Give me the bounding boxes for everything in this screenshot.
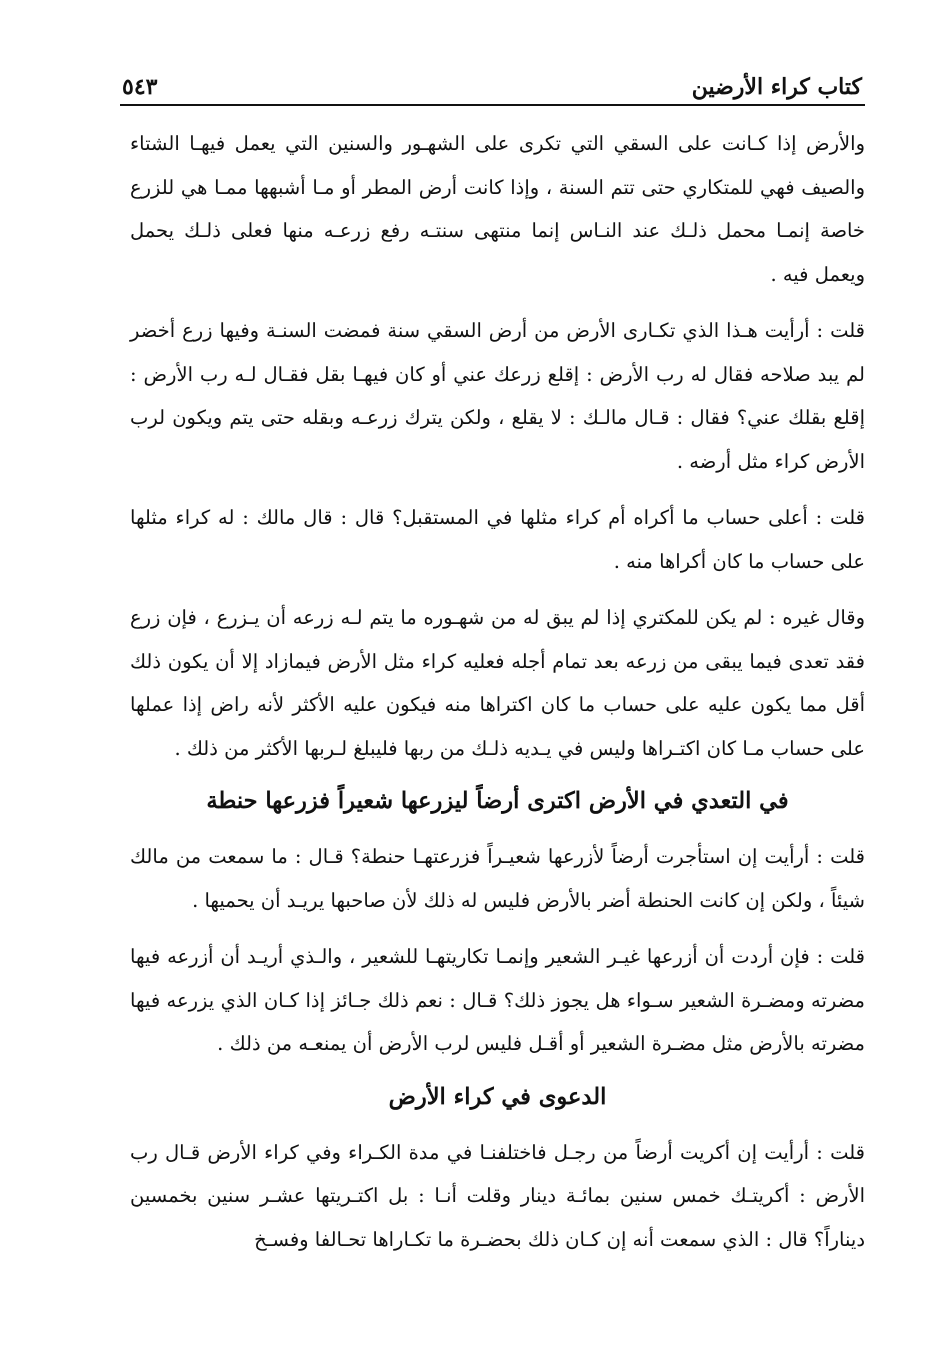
paragraph: والأرض إذا كـانت على السقي التي تكرى على الشهـور والسنين التي يعمل فيهـا الشتاء والصيف فهي للمتكاري حتى تتم السنة ، وإذا كانت أرض المطر أو مـا أشبهها ممـا هي للزرع خاصة إنمـا محمل ذلـك عند النـاس إنما منتهى سنتـه رفع زرعـه منها فعلى ذلـك يحمل ويعمل فيه . [130,132,865,286]
page-number: ٥٤٣ [122,74,158,100]
paragraph: وقال غيره : لم يكن للمكتري إذا لم يبق له من شهـوره ما يتم لـه زرعه أن يـزرع ، فإن زرع فقد تعدى فيما يبقى من زرعه بعد تمام أجله فعليه كراء مثل الأرض فيمازاد إلا أن يكون ذلك أقل مما يكون عليه على حساب ما كان اكتراها منه فيكون عليه الأكثر لأنه راض إذا عملها على حساب مـا كان اكتـراها وليس في يـديه ذلـك من ربها فليبلغ لـربها الأكثر من ذلك . [130,606,865,760]
paragraph: قلت : أعلى حساب ما أكراه أم كراء مثلها في المستقبل؟ قال : قال مالك : له كراء مثلها على حساب ما كان أكراها منه . [130,506,865,573]
book-title: كتاب كراء الأرضين [691,74,862,100]
section-heading: الدعوى في كراء الأرض [388,1083,607,1110]
running-header [122,62,862,100]
paragraph: قلت : أرأيت إن استأجرت أرضاً لأزرعها شعيـراً فزرعتهـا حنطة؟ قـال : ما سمعت من مالك شيئاً ، ولكن إن كانت الحنطة أضر بالأرض فليس له ذلك لأن صاحبها يريـد أن يحميها . [130,845,865,912]
section-heading: في التعدي في الأرض اكترى أرضاً ليزرعها شعيراً فزرعها حنطة [206,788,789,814]
paragraph: قلت : أرأيت هـذا الذي تكـارى الأرض من أرض السقي سنة فمضت السنـة وفيها زرع أخضر لم يبد صلاحه فقال له رب الأرض : إقلع زرعك عني أو كان فيهـا بقل فقـال لـه رب الأرض : إقلع بقلك عني؟ فقال : قـال مالـك : لا يقلع ، ولكن يترك زرعـه وبقله حتى يتم ويكون لرب الأرض كراء مثل أرضه . [130,319,865,473]
paragraph: قلت : أرأيت إن أكريت أرضاً من رجـل فاختلفنـا في مدة الكـراء وفي كراء الأرض قـال رب الأرض : أكريتـك خمس سنين بمائـة دينار وقلت أنـا : بل اكتـريتها عشـر سنين بخمسين ديناراً؟ قال : الذي سمعت أنه إن كـان ذلك بحضـرة ما تكـاراها تحـالفا وفسـخ [130,1140,865,1251]
header-rule [120,104,865,106]
paragraph: قلت : فإن أردت أن أزرعها غيـر الشعير وإنمـا تكاريتهـا للشعير ، والـذي أريـد أن أزرعه فيها مضرته ومضـرة الشعير سـواء هل يجوز ذلك؟ قـال : نعم ذلك جـائز إذا كـان الذي يزرعه فيها مضرته بالأرض مثل مضـرة الشعير أو أقـل فليس لرب الأرض أن يمنعـه من ذلك . [130,945,865,1055]
page-body [130,122,865,1274]
